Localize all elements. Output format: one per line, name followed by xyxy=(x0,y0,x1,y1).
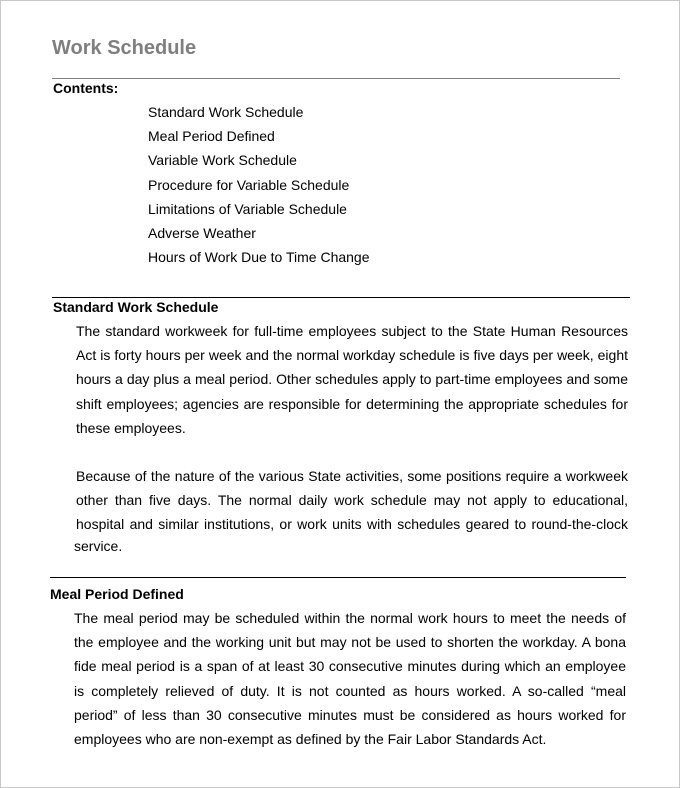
toc-item[interactable]: Standard Work Schedule xyxy=(148,104,304,120)
paragraph-line: these employees. xyxy=(76,419,186,436)
paragraph-line: period” of less than 30 consecutive minutes must be considered as hours worked for xyxy=(74,706,626,723)
paragraph-line: The meal period may be scheduled within the normal work hours to meet the needs of xyxy=(74,610,626,626)
paragraph-line: employees who are non-exempt as defined by the Fair Labor Standards Act. xyxy=(74,731,547,747)
toc-item[interactable]: Hours of Work Due to Time Change xyxy=(148,249,370,266)
paragraph-line: hospital and similar institutions, or work units with schedules geared to round-the-clock xyxy=(76,516,628,533)
title-divider xyxy=(52,78,620,79)
section-divider xyxy=(52,297,630,298)
paragraph-line: fide meal period is a span of at least 30 consecutive minutes during which an employee xyxy=(74,658,626,675)
paragraph-line: is completely relieved of duty. It is not counted as hours worked. A so-called “meal xyxy=(74,682,626,699)
paragraph-line: Act is forty hours per week and the normal workday schedule is five days per week, eight xyxy=(76,347,628,364)
paragraph-line: hours a day plus a meal period. Other schedules apply to part-time employees and some xyxy=(76,371,628,388)
paragraph-line: service. xyxy=(74,538,123,554)
section-heading-meal-period-defined: Meal Period Defined xyxy=(50,586,184,602)
toc-item[interactable]: Variable Work Schedule xyxy=(148,152,297,169)
contents-label: Contents: xyxy=(53,80,119,96)
toc-item[interactable]: Adverse Weather xyxy=(148,225,256,241)
paragraph-line: Because of the nature of the various State activities, some positions require a workweek xyxy=(76,468,628,484)
document-title: Work Schedule xyxy=(52,37,197,59)
paragraph-line: other than five days. The normal daily work schedule may not apply to educational, xyxy=(76,492,628,509)
paragraph-line: The standard workweek for full-time employees subject to the State Human Resources xyxy=(76,323,628,339)
toc-item[interactable]: Limitations of Variable Schedule xyxy=(148,200,347,217)
paragraph-line: shift employees; agencies are responsible for determining the appropriate schedules for xyxy=(76,395,628,412)
section-heading-standard-work-schedule: Standard Work Schedule xyxy=(53,299,219,315)
toc-item[interactable]: Procedure for Variable Schedule xyxy=(148,176,350,193)
paragraph-line: the employee and the working unit but may not be used to shorten the workday. A bona xyxy=(74,634,626,651)
toc-item[interactable]: Meal Period Defined xyxy=(148,128,275,145)
section-divider xyxy=(50,577,626,578)
